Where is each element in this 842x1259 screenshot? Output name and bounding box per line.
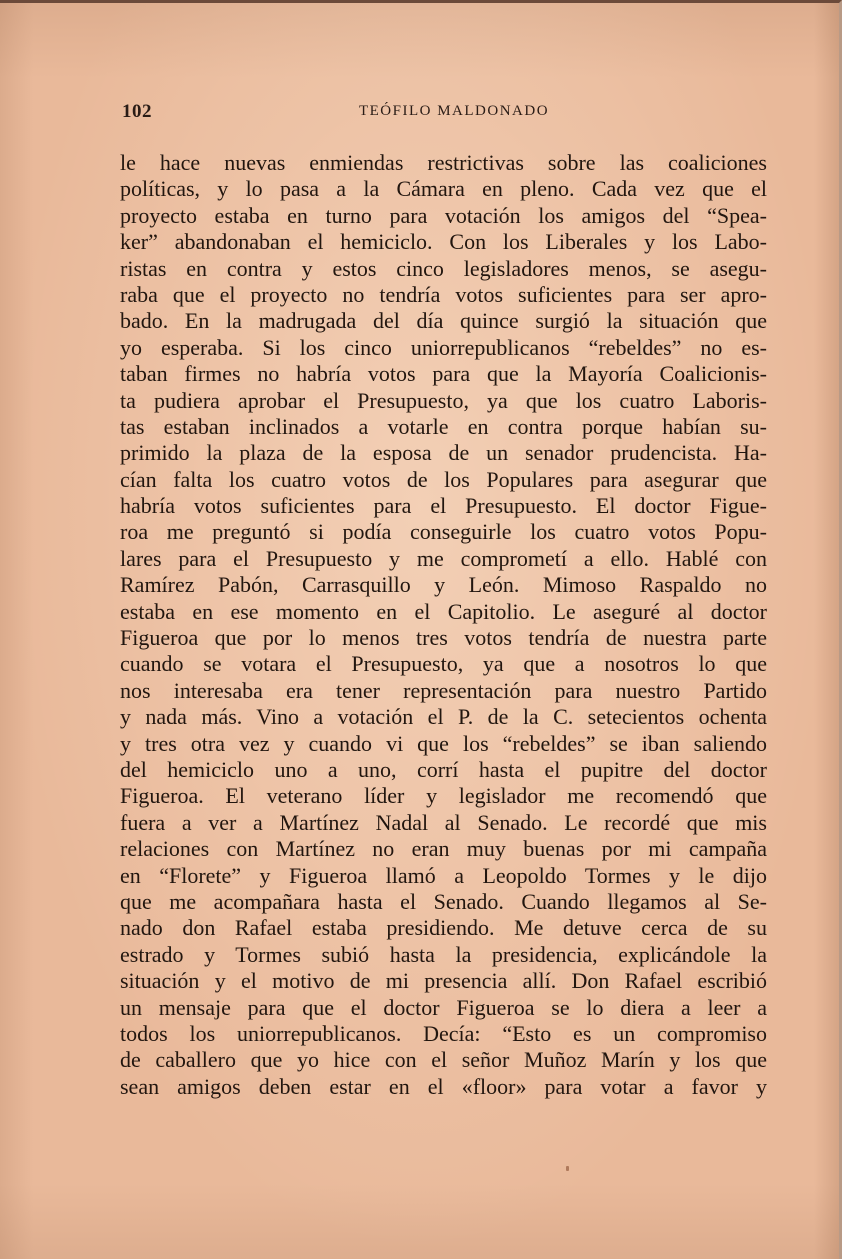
text-line: relaciones con Martínez no eran muy buenas por mi campaña bbox=[120, 836, 767, 862]
text-line: Figueroa. El veterano líder y legislador me recomendó que bbox=[120, 783, 767, 809]
text-line: y nada más. Vino a votación el P. de la C. setecientos ochenta bbox=[120, 704, 767, 730]
text-line: políticas, y lo pasa a la Cámara en pleno. Cada vez que el bbox=[120, 176, 767, 202]
text-line: ta pudiera aprobar el Presupuesto, ya que los cuatro Laboris- bbox=[120, 387, 767, 413]
text-line: que me acompañara hasta el Senado. Cuando llegamos al Se- bbox=[120, 888, 767, 914]
text-line: habría votos suficientes para el Presupuesto. El doctor Figue- bbox=[120, 493, 767, 519]
paper-speck bbox=[566, 1166, 569, 1171]
text-line: todos los uniorrepublicanos. Decía: “Esto es un compromiso bbox=[120, 1020, 767, 1046]
text-line: sean amigos deben estar en el «floor» para votar a favor y bbox=[120, 1073, 767, 1099]
text-line: le hace nuevas enmiendas restrictivas sobre las coaliciones bbox=[120, 150, 767, 175]
text-line: raba que el proyecto no tendría votos suficientes para ser apro- bbox=[120, 281, 767, 307]
text-line: bado. En la madrugada del día quince surgió la situación que bbox=[120, 308, 767, 334]
text-line: yo esperaba. Si los cinco uniorrepublicanos “rebeldes” no es- bbox=[120, 334, 767, 360]
text-line: roa me preguntó si podía conseguirle los cuatro votos Popu- bbox=[120, 519, 767, 545]
text-line: nado don Rafael estaba presidiendo. Me detuve cerca de su bbox=[120, 915, 767, 941]
running-head bbox=[122, 101, 766, 129]
text-line: fuera a ver a Martínez Nadal al Senado. Le recordé que mis bbox=[120, 809, 767, 835]
text-line: proyecto estaba en turno para votación los amigos del “Spea- bbox=[120, 202, 767, 228]
text-line: lares para el Presupuesto y me comprometí a ello. Hablé con bbox=[120, 545, 767, 571]
text-line: ristas en contra y estos cinco legisladores menos, se asegu- bbox=[120, 255, 767, 281]
text-line: Figueroa que por lo menos tres votos tendría de nuestra parte bbox=[120, 625, 767, 651]
text-line: ker” abandonaban el hemiciclo. Con los Liberales y los Labo- bbox=[120, 229, 767, 255]
text-line: y tres otra vez y cuando vi que los “rebeldes” se iban saliendo bbox=[120, 730, 767, 756]
text-line: situación y el motivo de mi presencia allí. Don Rafael escribió bbox=[120, 968, 767, 994]
page-number: 102 bbox=[122, 101, 152, 122]
text-line: estrado y Tormes subió hasta la presidencia, explicándole la bbox=[120, 941, 767, 967]
text-line: del hemiciclo uno a uno, corrí hasta el pupitre del doctor bbox=[120, 756, 767, 782]
text-line: cuando se votara el Presupuesto, ya que a nosotros lo que bbox=[120, 651, 767, 677]
text-line: taban firmes no habría votos para que la Mayoría Coalicionis- bbox=[120, 361, 767, 387]
text-line: cían falta los cuatro votos de los Populares para asegurar que bbox=[120, 466, 767, 492]
running-title: TEÓFILO MALDONADO bbox=[358, 103, 550, 119]
text-line: un mensaje para que el doctor Figueroa se lo diera a leer a bbox=[120, 994, 767, 1020]
body-text bbox=[120, 150, 767, 1100]
text-line: primido la plaza de la esposa de un senador prudencista. Ha- bbox=[120, 440, 767, 466]
text-line: Ramírez Pabón, Carrasquillo y León. Mimoso Raspaldo no bbox=[120, 572, 767, 598]
text-line: de caballero que yo hice con el señor Muñoz Marín y los que bbox=[120, 1047, 767, 1073]
text-line: en “Florete” y Figueroa llamó a Leopoldo Tormes y le dijo bbox=[120, 862, 767, 888]
text-line: nos interesaba era tener representación para nuestro Partido bbox=[120, 677, 767, 703]
text-line: estaba en ese momento en el Capitolio. Le aseguré al doctor bbox=[120, 598, 767, 624]
text-line: tas estaban inclinados a votarle en contra porque habían su- bbox=[120, 413, 767, 439]
